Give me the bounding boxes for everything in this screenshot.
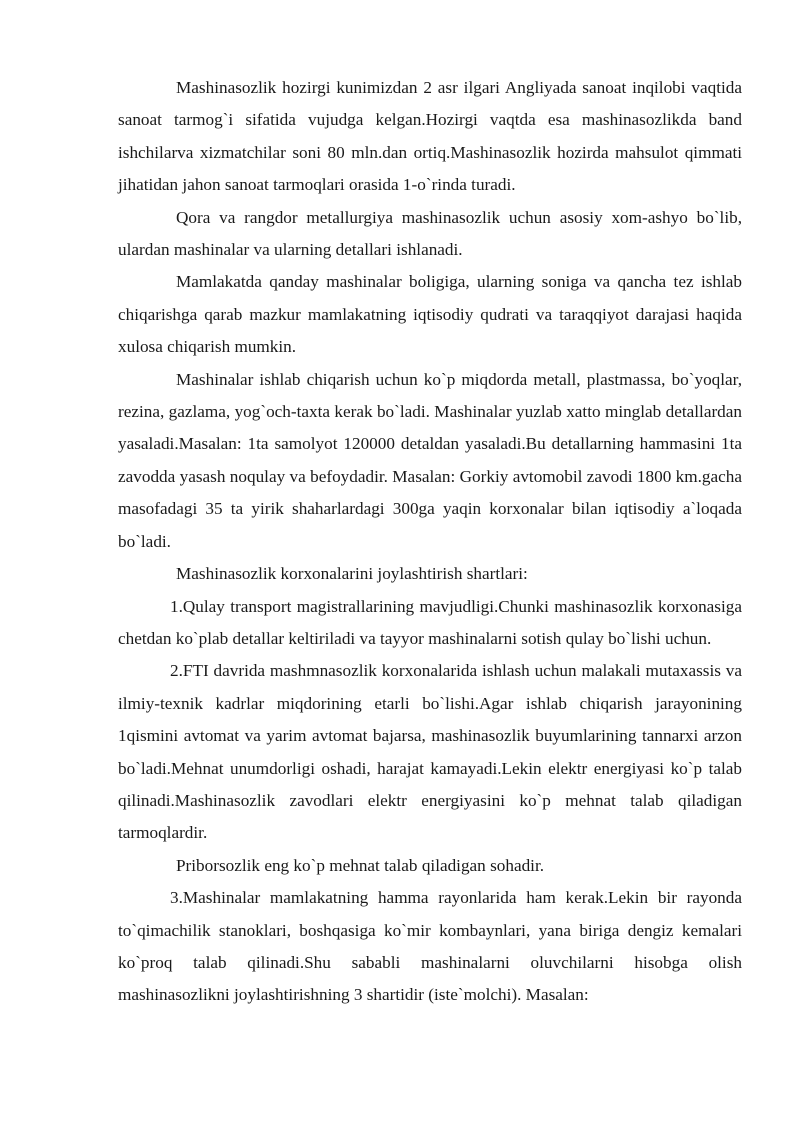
list-item-transport: 1.Qulay transport magistrallarining mavjudligi.Chunki mashinasozlik korxonasiga chetdan ko`plab detallar keltiriladi va tayyor mashinalarni sotish qulay bo`lishi uchun. (118, 596, 742, 648)
paragraph-raw-materials: Qora va rangdor metallurgiya mashinasozlik uchun asosiy xom-ashyo bo`lib, ulardan mashinalar va ularning detallari ishlanadi. (118, 207, 742, 260)
paragraph-instrument-making: Priborsozlik eng ko`p mehnat talab qiladigan sohadir. (176, 855, 545, 875)
paragraph-conditions-heading: Mashinasozlik korxonalarini joylashtirish shartlari: (176, 564, 528, 584)
list-item-consumers: 3.Mashinalar mamlakatning hamma rayonlarida ham kerak.Lekin bir rayonda to`qimachilik stanoklari, boshqasiga ko`mir kombaynlari, yana biriga dengiz kemalari ko`proq talab qilinadi.Shu sababli mashinalarni oluvchilarni hisobga olish mashinasozlikni joylashtirishning 3 shartidir (iste`molchi). Masalan: (118, 888, 742, 1005)
document-page (118, 72, 742, 1012)
list-item-specialists: 2.FTI davrida mashmnasozlik korxonalarida ishlash uchun malakali mutaxassis va ilmiy-texnik kadrlar miqdorining etarli bo`lishi.Agar ishlab chiqarish jarayonining 1qismini avtomat va yarim avtomat bajarsa, mashinasozlik buyumlarining tannarxi arzon bo`ladi.Mehnat unumdorligi oshadi, harajat kamayadi.Lekin elektr energiyasi ko`p talab qilinadi.Mashinasozlik zavodlari elektr energiyasini ko`p mehnat talab qiladigan tarmoqlardir. (118, 661, 742, 843)
paragraph-production-details: Mashinalar ishlab chiqarish uchun ko`p miqdorda metall, plastmassa, bo`yoqlar, rezina, gazlama, yog`och-taxta kerak bo`ladi. Mashinalar yuzlab xatto minglab detallardan yasaladi.Masalan: 1ta samolyot 120000 detaldan yasaladi.Bu detallarning hammasini 1ta zavodda yasash noqulay va befoydadir. Masalan: Gorkiy avtomobil zavodi 1800 km.gacha masofadagi 35 ta yirik shaharlardagi 300ga yaqin korxonalar bilan iqtisodiy a`loqada bo`ladi. (118, 369, 742, 551)
paragraph-economic-power: Mamlakatda qanday mashinalar boligiga, ularning soniga va qancha tez ishlab chiqarishga qarab mazkur mamlakatning iqtisodiy qudrati va taraqqiyot darajasi haqida xulosa chiqarish mumkin. (118, 272, 742, 357)
paragraph-history: Mashinasozlik hozirgi kunimizdan 2 asr ilgari Angliyada sanoat inqilobi vaqtida sanoat tarmog`i sifatida vujudga kelgan.Hozirgi vaqtda esa mashinasozlikda band ishchilarva xizmatchilar soni 80 mln.dan ortiq.Mashinasozlik hozirda mahsulot qimmati jihatidan jahon sanoat tarmoqlari orasida 1-o`rinda turadi. (118, 78, 742, 195)
